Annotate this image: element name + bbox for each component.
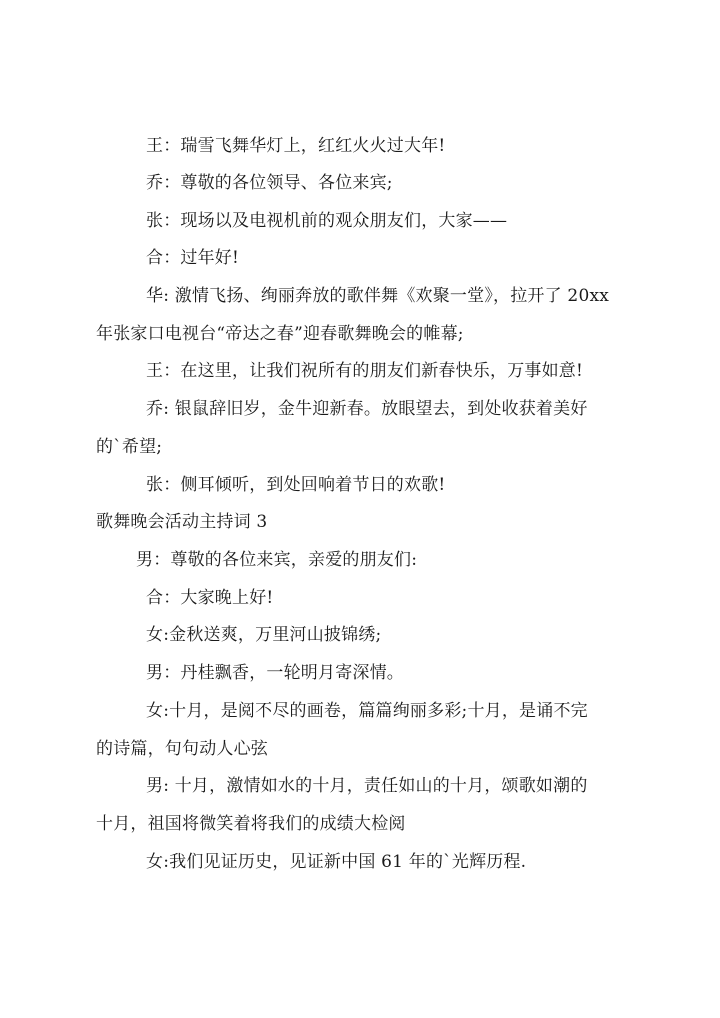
dialogue-line-4: 合：过年好! (146, 248, 240, 268)
dialogue-line-8: 张：侧耳倾听，到处回响着节日的欢歌! (146, 475, 446, 495)
dialogue-line-14-cont: 十月，祖国将微笑着将我们的成绩大检阅 (96, 814, 406, 834)
dialogue-line-5-cont: 年张家口电视台“帝达之春”迎春歌舞晚会的帷幕; (96, 324, 464, 344)
dialogue-line-5: 华: 激情飞扬、绚丽奔放的歌伴舞《欢聚一堂》，拉开了 20xx (146, 286, 610, 306)
dialogue-line-15: 女:我们见证历史，见证新中国 61 年的`光辉历程. (146, 852, 527, 872)
dialogue-line-1: 王：瑞雪飞舞华灯上，红红火火过大年! (146, 136, 446, 156)
dialogue-line-9: 男：尊敬的各位来宾，亲爱的朋友们: (136, 550, 418, 570)
dialogue-line-11: 女:金秋送爽，万里河山披锦绣; (146, 625, 382, 645)
dialogue-line-3: 张：现场以及电视机前的观众朋友们，大家—— (146, 211, 508, 231)
dialogue-line-13-cont: 的诗篇，句句动人心弦 (96, 739, 268, 759)
dialogue-line-2: 乔：尊敬的各位领导、各位来宾; (146, 173, 393, 193)
dialogue-line-7: 乔: 银鼠辞旧岁，金牛迎新春。放眼望去，到处收获着美好 (146, 399, 588, 419)
dialogue-line-12: 男：丹桂飘香，一轮明月寄深情。 (146, 663, 404, 683)
dialogue-line-14: 男: 十月，激情如水的十月，责任如山的十月，颂歌如潮的 (146, 776, 588, 796)
dialogue-line-10: 合：大家晚上好! (146, 588, 274, 608)
dialogue-line-7-cont: 的`希望; (96, 437, 163, 457)
dialogue-line-6: 王：在这里，让我们祝所有的朋友们新春快乐，万事如意! (146, 361, 584, 381)
section-heading: 歌舞晚会活动主持词 3 (96, 512, 268, 532)
dialogue-line-13: 女:十月，是阅不尽的画卷，篇篇绚丽多彩;十月，是诵不完 (146, 701, 588, 721)
